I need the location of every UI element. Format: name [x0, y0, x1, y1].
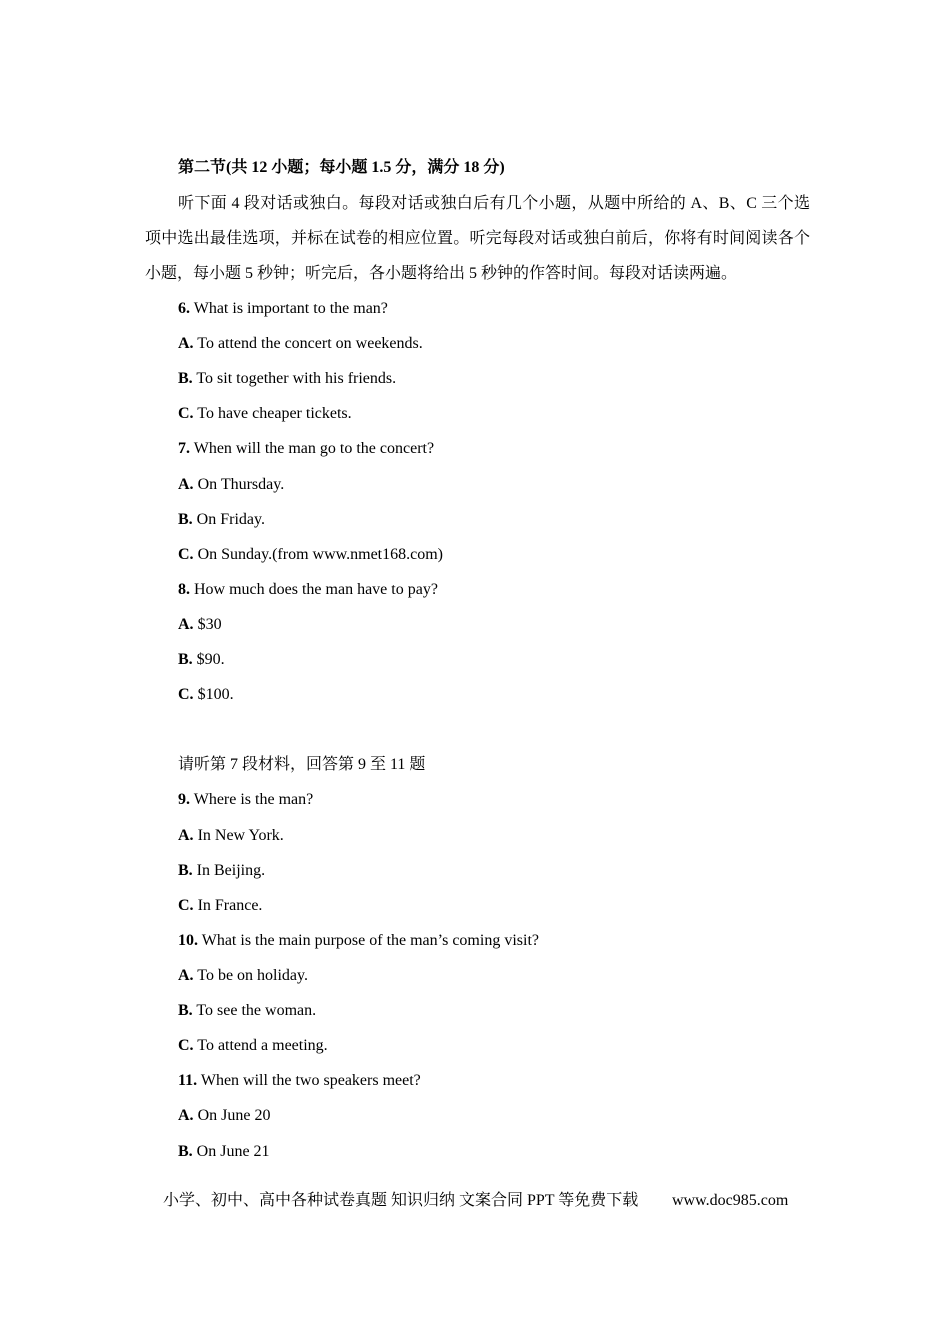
option-letter: B. — [178, 1143, 193, 1160]
option-7b — [178, 510, 265, 530]
option-8b — [178, 650, 225, 670]
question-number: 8. — [178, 581, 190, 598]
question-number: 10. — [178, 932, 198, 949]
option-letter: A. — [178, 1107, 194, 1124]
option-letter: B. — [178, 651, 193, 668]
option-text: To attend the concert on weekends. — [197, 335, 423, 352]
question-text: What is important to the man? — [193, 300, 388, 317]
option-text: To see the woman. — [196, 1002, 317, 1019]
question-9 — [178, 790, 313, 810]
option-11a — [178, 1106, 270, 1126]
option-letter: C. — [178, 405, 194, 422]
option-6c — [178, 404, 352, 424]
option-text: On Thursday. — [197, 476, 285, 493]
option-text: On Friday. — [196, 511, 265, 528]
option-letter: B. — [178, 862, 193, 879]
option-7a — [178, 475, 284, 495]
question-number: 6. — [178, 300, 190, 317]
option-8c — [178, 685, 234, 705]
question-number: 9. — [178, 791, 190, 808]
question-text: When will the two speakers meet? — [200, 1072, 421, 1089]
question-number: 11. — [178, 1072, 198, 1089]
option-text: $30 — [197, 616, 222, 633]
option-letter: B. — [178, 1002, 193, 1019]
question-text: Where is the man? — [193, 791, 314, 808]
option-text: To have cheaper tickets. — [197, 405, 352, 422]
option-text: In Beijing. — [196, 862, 266, 879]
option-letter: C. — [178, 546, 194, 563]
option-text: To attend a meeting. — [197, 1037, 328, 1054]
group-intro: 请听第 7 段材料，回答第 9 至 11 题 — [178, 756, 426, 773]
question-text: When will the man go to the concert? — [193, 440, 435, 457]
question-text: What is the main purpose of the man’s coming visit? — [201, 932, 539, 949]
option-10a — [178, 966, 308, 986]
option-letter: C. — [178, 686, 194, 703]
option-text: To sit together with his friends. — [196, 370, 397, 387]
option-7c — [178, 545, 443, 565]
section-instructions: 听下面 4 段对话或独白。每段对话或独白后有几个小题，从题中所给的 A、B、C 三个选项中选出最佳选项，并标在试卷的相应位置。听完每段对话或独白前后，你将有时间阅读各个小题，每小题 5 秒钟；听完后，各小题将给出 5 秒钟的作答时间。每段对话读两遍。 — [145, 195, 810, 282]
option-10b — [178, 1001, 316, 1021]
option-text: On June 20 — [197, 1107, 271, 1124]
question-10 — [178, 931, 539, 951]
option-text: In New York. — [197, 827, 284, 844]
option-9b — [178, 861, 265, 881]
option-letter: C. — [178, 1037, 194, 1054]
question-text: How much does the man have to pay? — [194, 581, 438, 598]
footer-text: 小学、初中、高中各种试卷真题 知识归纳 文案合同 PPT 等免费下载 — [163, 1192, 639, 1209]
option-letter: B. — [178, 511, 193, 528]
option-letter: C. — [178, 897, 194, 914]
option-letter: A. — [178, 827, 194, 844]
question-11 — [178, 1071, 421, 1091]
question-6 — [178, 299, 388, 319]
question-8 — [178, 580, 438, 600]
option-text: To be on holiday. — [197, 967, 308, 984]
option-10c — [178, 1036, 328, 1056]
option-text: $100. — [197, 686, 234, 703]
option-6b — [178, 369, 396, 389]
option-9a — [178, 826, 284, 846]
option-text: In France. — [197, 897, 263, 914]
footer-link[interactable]: www.doc985.com — [672, 1192, 789, 1209]
option-6a — [178, 334, 423, 354]
option-text: $90. — [196, 651, 225, 668]
option-letter: A. — [178, 616, 194, 633]
option-letter: A. — [178, 476, 194, 493]
option-text: On Sunday.(from www.nmet168.com) — [197, 546, 443, 563]
option-letter: B. — [178, 370, 193, 387]
question-7 — [178, 439, 434, 459]
option-letter: A. — [178, 335, 194, 352]
option-11b — [178, 1142, 270, 1162]
option-9c — [178, 896, 262, 916]
question-number: 7. — [178, 440, 190, 457]
option-8a — [178, 615, 222, 635]
section-heading: 第二节(共 12 小题；每小题 1.5 分，满分 18 分) — [178, 159, 505, 176]
option-text: On June 21 — [196, 1143, 270, 1160]
option-letter: A. — [178, 967, 194, 984]
